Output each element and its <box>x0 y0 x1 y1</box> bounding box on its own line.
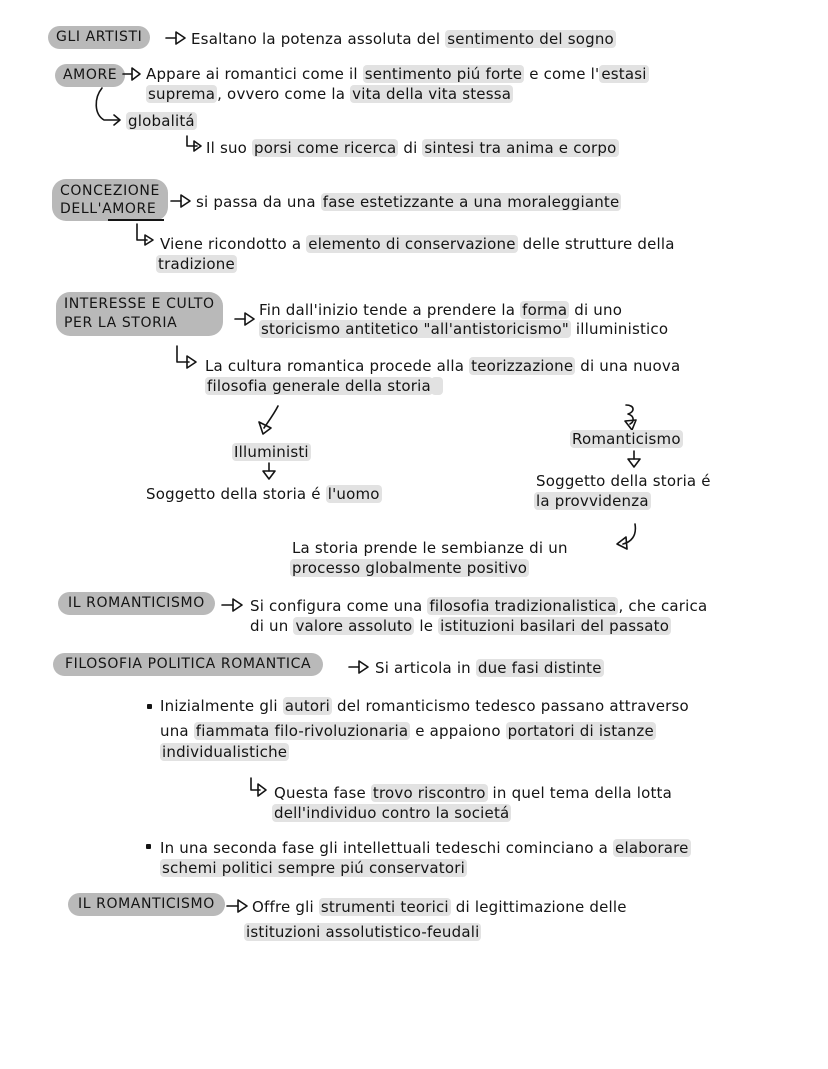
curved-arrow-down-left-icon <box>613 522 643 552</box>
curved-arrow-down-icon <box>621 402 645 432</box>
arrow-right-icon <box>233 311 257 327</box>
filosofia-sub-line-2: dell'individuo contro la societá <box>274 804 510 822</box>
romanticismo2-line-2: istituzioni assolutistico-feudali <box>246 923 480 941</box>
concezione-line-1: si passa da una fase estetizzante a una moraleggiante <box>196 193 620 211</box>
concezione-line-2: Viene ricondotto a elemento di conservazione delle strutture della <box>160 235 675 253</box>
arrow-down-icon <box>626 450 642 470</box>
curved-arrow-icon <box>132 222 158 250</box>
storia-line-4: filosofia generale della storia <box>205 376 443 396</box>
arrow-right-icon <box>220 597 246 613</box>
curved-arrow-icon <box>183 134 205 154</box>
filosofia-b1-line-3: individualistiche <box>162 743 288 761</box>
label-interesse-storia: INTERESSE E CULTO PER LA STORIA <box>56 292 223 336</box>
curved-arrow-icon <box>172 344 202 370</box>
amore-line-1: Appare ai romantici come il sentimento piú forte e come l' estasi <box>146 65 647 83</box>
underline <box>108 219 164 221</box>
arrow-right-icon <box>121 66 143 82</box>
arrow-right-icon <box>225 898 251 914</box>
storia-sintesi-1: La storia prende le sembianze di un <box>292 539 568 557</box>
bullet-icon <box>147 704 152 709</box>
romanticismo-soggetto-2: la provvidenza <box>536 492 649 510</box>
curved-arrow-icon <box>92 86 122 126</box>
artisti-text: Esaltano la potenza assoluta del sentimento del sogno <box>191 30 614 48</box>
label-amore: AMORE <box>55 64 125 87</box>
label-il-romanticismo-1: IL ROMANTICISMO <box>58 592 215 615</box>
label-gli-artisti: GLI ARTISTI <box>48 26 150 49</box>
arrow-down-icon <box>261 462 277 482</box>
bullet-icon <box>146 844 151 849</box>
storia-line-3: La cultura romantica procede alla teorizzazione di una nuova <box>205 357 681 375</box>
romanticismo1-line-1: Si configura come una filosofia tradizionalistica , che carica <box>250 597 708 615</box>
storia-line-1: Fin dall'inizio tende a prendere la forma di uno <box>259 301 623 319</box>
arrow-right-icon <box>347 659 371 675</box>
filosofia-b1-line-2: una fiammata filo-rivoluzionaria e appaiono portatori di istanze <box>160 722 654 740</box>
arrow-right-icon <box>169 193 193 209</box>
label-il-romanticismo-2: IL ROMANTICISMO <box>68 893 225 916</box>
amore-sintesi: Il suo porsi come ricerca di sintesi tra anima e corpo <box>206 139 617 157</box>
arrow-right-icon <box>164 30 188 46</box>
filosofia-line-1: Si articola in due fasi distinte <box>375 659 602 677</box>
illuministi-label: Illuministi <box>234 443 309 461</box>
label-filosofia-politica: FILOSOFIA POLITICA ROMANTICA <box>53 653 323 676</box>
filosofia-b1-line-1: Inizialmente gli autori del romanticismo tedesco passano attraverso <box>160 697 689 715</box>
amore-line-2: suprema , ovvero come la vita della vita stessa <box>148 85 512 103</box>
romanticismo-label: Romanticismo <box>572 430 681 448</box>
illuministi-soggetto: Soggetto della storia é l'uomo <box>146 485 380 503</box>
romanticismo2-line-1: Offre gli strumenti teorici di legittimazione delle <box>252 898 627 916</box>
filosofia-sub-line-1: Questa fase trovo riscontro in quel tema della lotta <box>274 784 673 802</box>
concezione-line-3: tradizione <box>158 255 235 273</box>
filosofia-b2-line-2: schemi politici sempre piú conservatori <box>162 859 465 877</box>
storia-line-2: storicismo antitetico "all'antistoricismo" illuministico <box>261 320 669 338</box>
storia-sintesi-2: processo globalmente positivo <box>292 559 528 577</box>
romanticismo1-line-2: di un valore assoluto le istituzioni basilari del passato <box>250 617 670 635</box>
curved-arrow-icon <box>246 776 272 800</box>
curved-arrow-down-left-icon <box>254 404 284 438</box>
filosofia-b2-line-1: In una seconda fase gli intellettuali tedeschi cominciano a elaborare <box>160 839 689 857</box>
label-concezione-amore: CONCEZIONE DELL'AMORE <box>52 179 168 221</box>
romanticismo-soggetto-1: Soggetto della storia é <box>536 472 711 490</box>
amore-globalita: globalitá <box>128 112 195 130</box>
